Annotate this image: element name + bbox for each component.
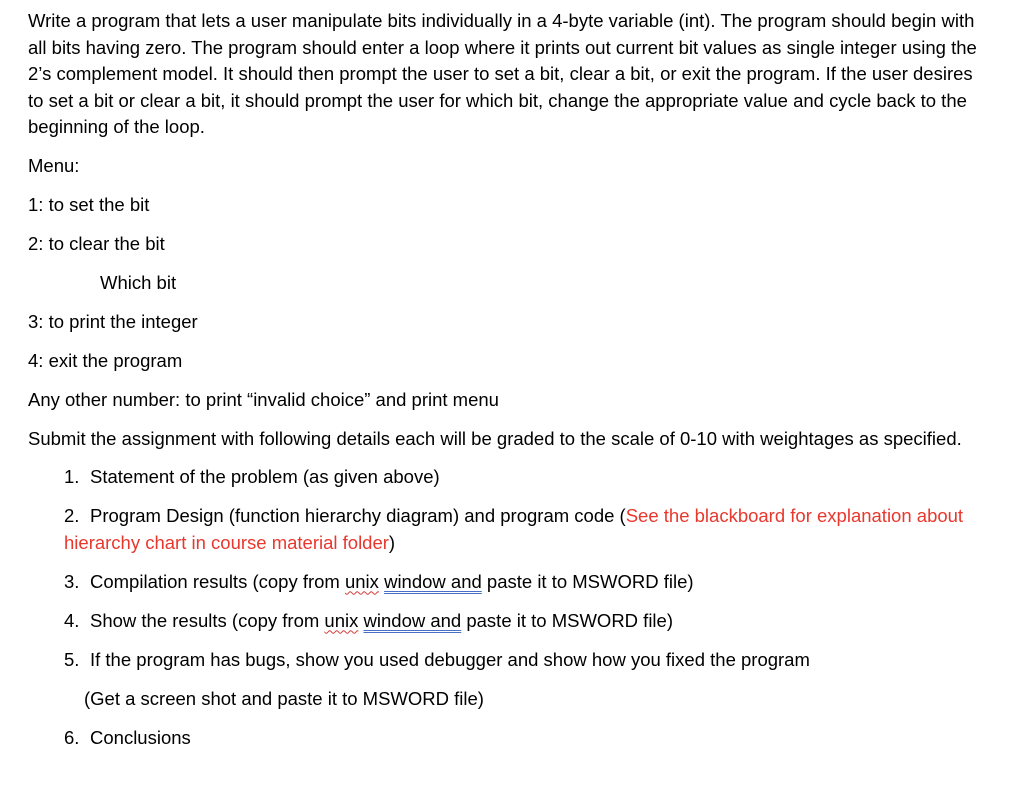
list-number: 2. bbox=[64, 505, 80, 526]
grammar-flag-window: window and bbox=[384, 570, 482, 592]
list-text-part: paste it to MSWORD file) bbox=[461, 609, 673, 631]
menu-item-set-bit: 1: to set the bit bbox=[28, 193, 150, 215]
spelling-flag-unix: unix bbox=[324, 609, 359, 631]
menu-item-which-bit: Which bit bbox=[100, 271, 177, 293]
list-text-part: Program Design (function hierarchy diagram) and program code ( bbox=[90, 505, 626, 526]
menu-item-clear-bit: 2: to clear the bit bbox=[28, 232, 165, 254]
list-item bbox=[28, 503, 978, 556]
list-number: 5. bbox=[64, 648, 80, 670]
problem-statement: Write a program that lets a user manipulate bits individually in a 4-byte variable (int). The program should begin with all bits having zero. The program should enter a loop where it prints out current bit values as single integer using the 2’s complement model. It should then prompt the user to set a bit, clear a bit, or exit the program. If the user desires to set a bit or clear a bit, it should prompt the user for which bit, change the appropriate value and cycle back to the beginning of the loop. bbox=[28, 10, 977, 137]
list-number: 6. bbox=[64, 726, 80, 748]
spelling-flag-unix: unix bbox=[344, 570, 379, 592]
list-text-part: Show the results (copy from bbox=[90, 609, 325, 631]
menu-item-other: Any other number: to print “invalid choice” and print menu bbox=[28, 388, 499, 410]
list-text: If the program has bugs, show you used debugger and show how you fixed the program bbox=[90, 648, 810, 670]
list-number: 1. bbox=[64, 466, 80, 487]
list-item-note bbox=[28, 686, 978, 713]
grammar-flag-window: window and bbox=[363, 609, 462, 631]
list-item bbox=[28, 569, 978, 596]
blackboard-reference: See the blackboard for explanation about hierarchy chart in course material folder bbox=[64, 505, 964, 553]
list-number: 4. bbox=[64, 609, 80, 631]
list-text bbox=[64, 569, 978, 596]
list-text bbox=[64, 608, 978, 635]
list-item bbox=[28, 647, 978, 674]
list-text-part: Compilation results (copy from bbox=[90, 570, 345, 592]
list-item bbox=[28, 725, 978, 752]
list-text bbox=[64, 503, 978, 556]
submission-list bbox=[28, 464, 978, 751]
document-page bbox=[28, 8, 978, 764]
menu-item-exit: 4: exit the program bbox=[28, 349, 183, 371]
list-text: Conclusions bbox=[90, 726, 191, 748]
menu-heading: Menu: bbox=[28, 154, 80, 176]
list-text-part: paste it to MSWORD file) bbox=[481, 570, 694, 592]
list-item bbox=[28, 608, 978, 635]
list-number: 3. bbox=[64, 570, 80, 592]
list-text: Statement of the problem (as given above) bbox=[90, 466, 440, 487]
submission-instructions: Submit the assignment with following details each will be graded to the scale of 0-10 with weightages as specified. bbox=[28, 427, 962, 449]
list-item bbox=[28, 464, 978, 491]
screenshot-note: (Get a screen shot and paste it to MSWORD file) bbox=[84, 687, 484, 709]
menu-item-print-integer: 3: to print the integer bbox=[28, 310, 198, 332]
list-text-part: ) bbox=[388, 531, 396, 553]
